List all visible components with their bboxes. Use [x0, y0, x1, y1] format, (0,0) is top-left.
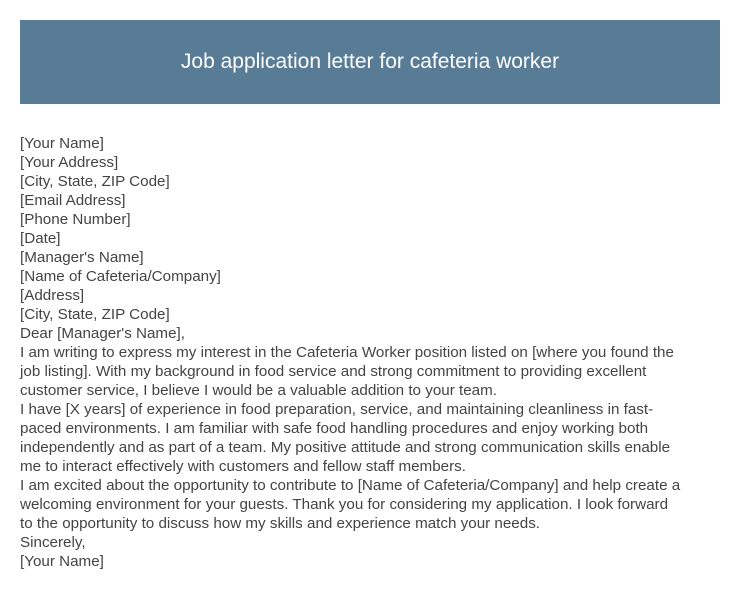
letter-line: to the opportunity to discuss how my skills and experience match your needs. — [20, 515, 541, 532]
letter-line: customer service, I believe I would be a valuable addition to your team. — [20, 382, 497, 399]
page-title: Job application letter for cafeteria worker — [180, 50, 560, 73]
letter-line: [Your Address] — [20, 154, 119, 171]
letter-line: independently and as part of a team. My positive attitude and strong communication skills enable — [20, 439, 671, 456]
letter-line: welcoming environment for your guests. Thank you for considering my application. I look forward — [20, 496, 669, 513]
letter-line: [City, State, ZIP Code] — [20, 173, 170, 190]
letter-line: [Your Name] — [20, 553, 104, 570]
letter-line: [Date] — [20, 230, 61, 247]
letter-line: [City, State, ZIP Code] — [20, 306, 170, 323]
letter-line: [Your Name] — [20, 135, 104, 152]
letter-line: I am excited about the opportunity to contribute to [Name of Cafeteria/Company] and help create a — [20, 477, 681, 494]
letter-line: paced environments. I am familiar with safe food handling procedures and enjoy working both — [20, 420, 649, 437]
letter-line: I have [X years] of experience in food preparation, service, and maintaining cleanliness in fast- — [20, 401, 654, 418]
letter-line: [Name of Cafeteria/Company] — [20, 268, 221, 285]
letter-line: Sincerely, — [20, 534, 86, 551]
letter-line: Dear [Manager's Name], — [20, 325, 185, 342]
letter-line: [Address] — [20, 287, 85, 304]
letter-body — [20, 134, 730, 571]
letter-line: [Email Address] — [20, 192, 126, 209]
letter-line: [Manager's Name] — [20, 249, 144, 266]
letter-line: job listing]. With my background in food service and strong commitment to providing excellent — [20, 363, 647, 380]
letter-line: I am writing to express my interest in the Cafeteria Worker position listed on [where you found the — [20, 344, 674, 361]
letter-line: [Phone Number] — [20, 211, 131, 228]
title-banner — [20, 20, 720, 104]
letter-line: me to interact effectively with customers and fellow staff members. — [20, 458, 466, 475]
